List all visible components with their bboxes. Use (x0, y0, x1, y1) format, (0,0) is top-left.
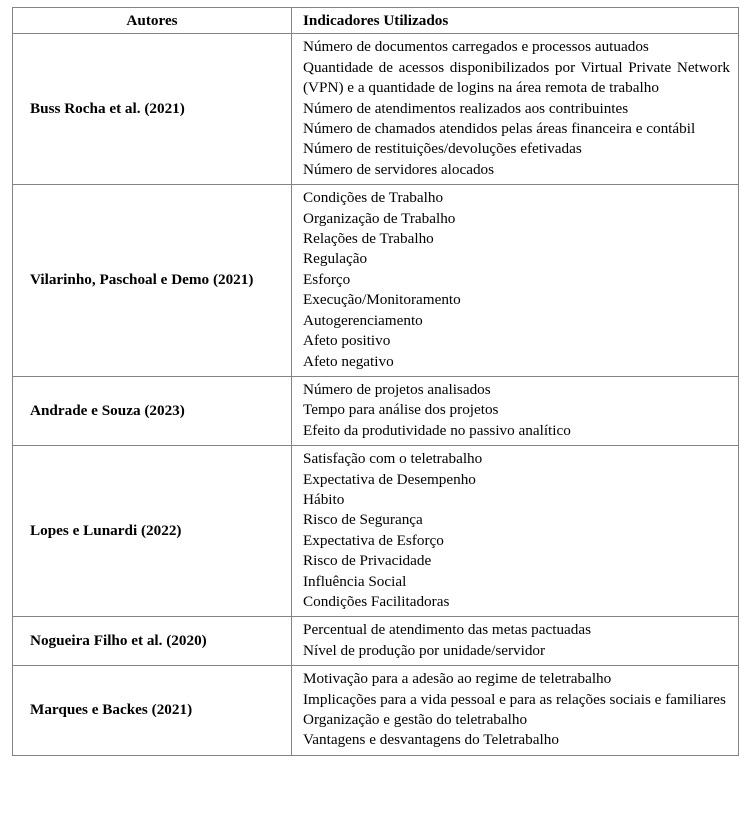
indicator-line: Motivação para a adesão ao regime de teletrabalho (303, 670, 612, 688)
cell-indicators (292, 446, 739, 617)
cell-author: Nogueira Filho et al. (2020) (13, 617, 292, 666)
indicator-line: Condições de Trabalho (303, 189, 444, 207)
indicator-line: Percentual de atendimento das metas pactuadas (303, 621, 592, 639)
indicator-line: Número de documentos carregados e processos autuados (303, 38, 649, 56)
table-row (13, 666, 739, 756)
indicator-line: Execução/Monitoramento (303, 291, 461, 309)
indicator-line: Condições Facilitadoras (303, 592, 450, 610)
indicator-line: Efeito da produtividade no passivo analítico (303, 421, 571, 439)
table-row (13, 617, 739, 666)
table-header (13, 8, 739, 34)
table-header-row (13, 8, 739, 34)
indicator-line: Tempo para análise dos projetos (303, 401, 499, 419)
indicators-table (12, 7, 739, 756)
indicator-line: Implicações para a vida pessoal e para as relações sociais e familiares (303, 690, 726, 708)
cell-indicators (292, 34, 739, 185)
indicator-line: Número de chamados atendidos pelas áreas financeira e contábil (303, 120, 696, 138)
indicator-line: Hábito (303, 490, 345, 508)
indicator-line: Influência Social (303, 572, 407, 590)
table-row (13, 185, 739, 377)
indicator-line: Risco de Segurança (303, 511, 423, 529)
indicator-line: Número de atendimentos realizados aos contribuintes (303, 99, 629, 117)
indicator-line: Quantidade de acessos disponibilizados por Virtual Private Network (VPN) e a quantidade de logins na área remota de trabalho (303, 58, 730, 97)
table-row (13, 34, 739, 185)
indicator-line: Risco de Privacidade (303, 552, 432, 570)
indicator-line: Número de servidores alocados (303, 160, 495, 178)
indicator-line: Regulação (303, 250, 368, 268)
column-header-indicators: Indicadores Utilizados (292, 8, 739, 34)
indicator-line: Expectativa de Desempenho (303, 470, 476, 488)
table-row (13, 376, 739, 445)
indicators-table-container (12, 7, 738, 756)
indicator-line: Expectativa de Esforço (303, 531, 444, 549)
table-row (13, 446, 739, 617)
cell-author: Vilarinho, Paschoal e Demo (2021) (13, 185, 292, 377)
indicator-line: Autogerenciamento (303, 311, 423, 329)
cell-author: Marques e Backes (2021) (13, 666, 292, 756)
cell-indicators (292, 666, 739, 756)
indicator-line: Organização e gestão do teletrabalho (303, 711, 528, 728)
cell-indicators (292, 376, 739, 445)
column-header-authors: Autores (13, 8, 292, 34)
cell-author: Buss Rocha et al. (2021) (13, 34, 292, 185)
cell-indicators (292, 185, 739, 377)
cell-author: Andrade e Souza (2023) (13, 376, 292, 445)
indicator-line: Organização de Trabalho (303, 209, 456, 227)
indicator-line: Esforço (303, 270, 351, 288)
indicator-line: Nível de produção por unidade/servidor (303, 641, 546, 659)
table-body (13, 34, 739, 755)
indicator-line: Afeto negativo (303, 352, 394, 370)
indicator-line: Satisfação com o teletrabalho (303, 450, 483, 468)
indicator-line: Afeto positivo (303, 332, 391, 350)
indicator-line: Número de projetos analisados (303, 380, 491, 398)
indicator-line: Vantagens e desvantagens do Teletrabalho (303, 731, 559, 749)
cell-indicators (292, 617, 739, 666)
cell-author: Lopes e Lunardi (2022) (13, 446, 292, 617)
indicator-line: Relações de Trabalho (303, 230, 434, 248)
indicator-line: Número de restituições/devoluções efetivadas (303, 140, 582, 158)
